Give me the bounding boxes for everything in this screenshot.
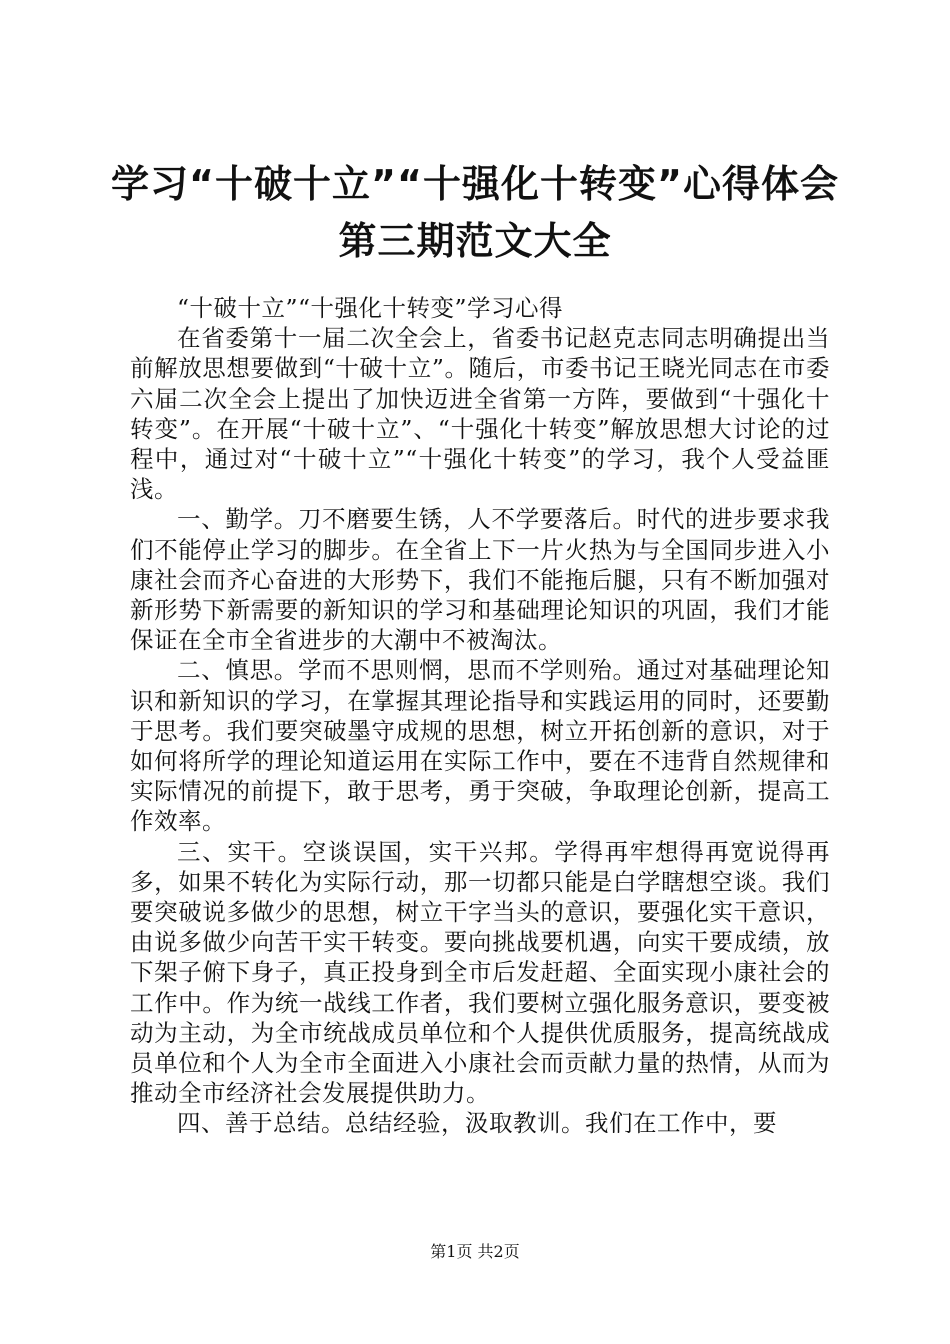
page-footer: 第1页 共2页 — [430, 1242, 520, 1261]
document-title: 学习“十破十立”“十强化十转变”心得体会 — [111, 162, 839, 206]
paragraph-intro: 在省委第十一届二次全会上，省委书记赵克志同志明确提出当前解放思想要做到“十破十立”。随后，市委书记王晓光同志在市委六届二次全会上提出了加快迈进全省第一方阵，要做到“十强化十转变”。在开展“十破十立”、“十强化十转变”解放思想大讨论的过程中，通过对“十破十立”“十强化十转变”的学习，我个人受益匪浅。 — [130, 324, 830, 504]
document-body — [130, 293, 830, 1139]
document-subtitle: 第三期范文大全 — [338, 219, 612, 263]
paragraph-summarize: 四、善于总结。总结经验，汲取教训。我们在工作中，要 — [177, 1109, 777, 1138]
paragraph-careful-thinking: 二、慎思。学而不思则惘，思而不学则殆。通过对基础理论知识和新知识的学习，在掌握其理论指导和实践运用的同时，还要勤于思考。我们要突破墨守成规的思想，树立开拓创新的意识，对于如何将所学的理论知道运用在实际工作中，要在不违背自然规律和实际情况的前提下，敢于思考，勇于突破，争取理论创新，提高工作效率。 — [130, 656, 830, 836]
paragraph-hard-work: 三、实干。空谈误国，实干兴邦。学得再牢想得再宽说得再多，如果不转化为实际行动，那一切都只能是白学瞎想空谈。我们要突破说多做少的思想，树立干字当头的意识，要强化实干意识，由说多做少向苦干实干转变。要向挑战要机遇，向实干要成绩，放下架子俯下身子，真正投身到全市后发赶超、全面实现小康社会的工作中。作为统一战线工作者，我们要树立强化服务意识，要变被动为主动，为全市统战成员单位和个人提供优质服务，提高统战成员单位和个人为全市全面进入小康社会而贡献力量的热情，从而为推动全市经济社会发展提供助力。 — [130, 837, 830, 1108]
paragraph-heading: “十破十立”“十强化十转变”学习心得 — [177, 294, 564, 322]
paragraph-diligent-study: 一、勤学。刀不磨要生锈，人不学要落后。时代的进步要求我们不能停止学习的脚步。在全省上下一片火热为与全国同步进入小康社会而齐心奋进的大形势下，我们不能拖后腿，只有不断加强对新形势下新需要的新知识的学习和基础理论知识的巩固，我们才能保证在全市全省进步的大潮中不被淘汰。 — [130, 505, 830, 655]
